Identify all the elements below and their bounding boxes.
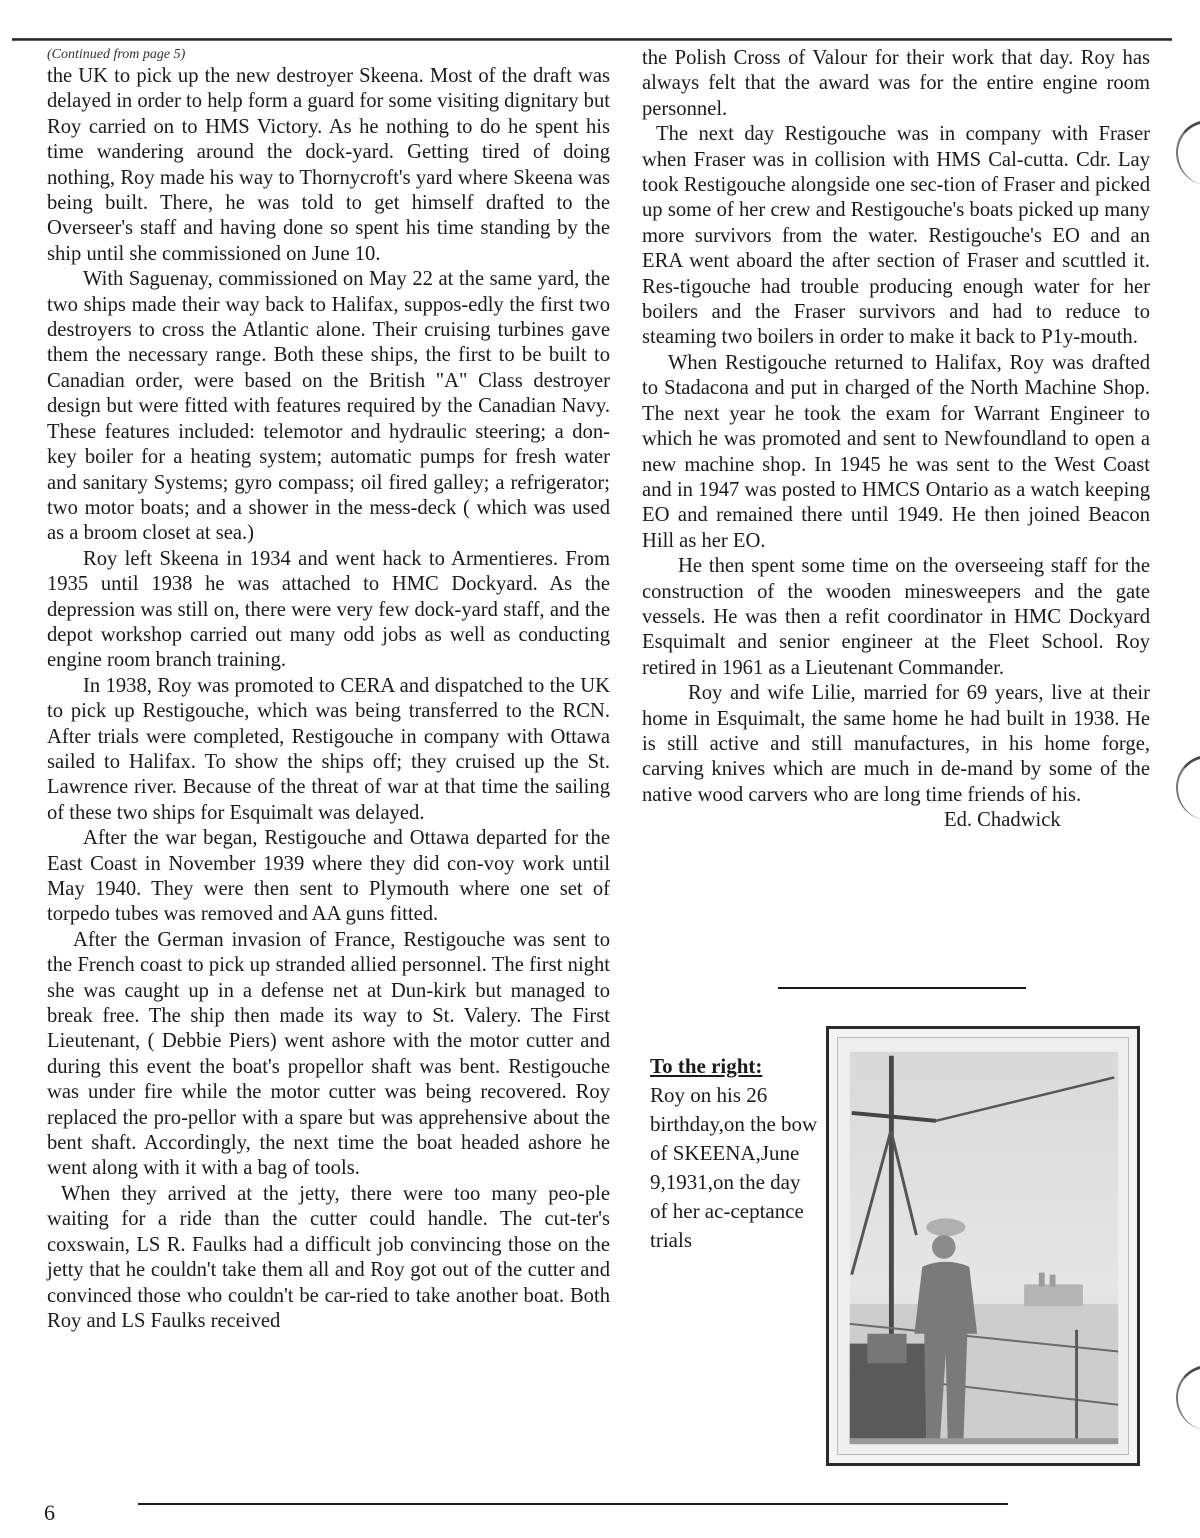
paragraph: the UK to pick up the new destroyer Skeena. Most of the draft was delayed in order to help form a guard for some visiting dignitary but Roy carried on to HMS Victory. As he nothing to do he spent his time wandering around the dock-yard. Getting tired of doing nothing, Roy made his way to Thornycroft's yard where Skeena was being built. There, he was told to get himself drafted to the Overseer's staff and having done so spent his time standing by the ship until she commissioned on June 10. (47, 65, 610, 265)
caption-body: Roy on his 26 birthday,on the bow of SKEENA,June 9,1931,on the day of her ac-ceptance trials (650, 1083, 818, 1252)
left-column (47, 46, 610, 1334)
paragraph: When they arrived at the jetty, there were too many peo-ple waiting for a ride than the cutter could handle. The cut-ter's coxswain, LS R. Faulks had a difficult job convincing those on the jetty that he couldn't take them all and Roy got out of the cutter and convinced those who couldn't be car-ried to take another boat. Both Roy and LS Faulks received (47, 1182, 610, 1332)
binder-hole-mark (1176, 1365, 1200, 1430)
photo-illustration-icon (838, 1038, 1128, 1454)
binder-hole-mark (1176, 120, 1200, 185)
photo-frame (826, 1026, 1140, 1466)
author-byline: Ed. Chadwick (944, 809, 1061, 832)
photo-caption (650, 1052, 820, 1255)
bottom-rule (138, 1503, 1008, 1505)
paragraph: Roy and wife Lilie, married for 69 years, live at their home in Esquimalt, the same home he had built in 1938. He is still active and still manufactures, in his home forge, carving knives which are much in de-mand by some of the native wood carvers who are long time friends of his. (642, 682, 1150, 806)
paragraph: In 1938, Roy was promoted to CERA and dispatched to the UK to pick up Restigouche, which was being transferred to the RCN. After trials were completed, Restigouche in company with Ottawa sailed to Halifax. To show the ships off; they cruised up the St. Lawrence river. Because of the threat of war at that time the sailing of these two ships for Esquimalt was delayed. (47, 674, 610, 824)
paragraph: the Polish Cross of Valour for their work that day. Roy has always felt that the award was for the entire engine room personnel. (642, 47, 1150, 120)
paragraph: After the war began, Restigouche and Ottawa departed for the East Coast in November 1939 where they did con-voy work until May 1940. They were then sent to Plymouth where one set of torpedo tubes was removed and AA guns fitted. (47, 827, 610, 926)
section-divider (778, 987, 1026, 989)
top-rule (12, 38, 1172, 41)
right-column (642, 46, 1150, 834)
paragraph: He then spent some time on the overseeing staff for the construction of the wooden minesweepers and the gate vessels. He was then a refit coordinator in HMC Dockyard Esquimalt and senior engineer at the Fleet School. Roy retired in 1961 as a Lieutenant Commander. (642, 555, 1150, 679)
paragraph: The next day Restigouche was in company with Fraser when Fraser was in collision with HMS Cal-cutta. Cdr. Lay took Restigouche alongside one sec-tion of Fraser and picked up some of her crew and Restigouche's boats picked up many more survivors from the water. Restigouche's EO and an ERA went aboard the after section of Fraser and scuttled it. Res-tigouche had trouble producing enough water for her boilers and the Fraser survivors and had to reduce to steaming two boilers in order to make it back to P1y-mouth. (642, 123, 1150, 349)
page-number: 6 (44, 1500, 55, 1525)
paragraph: When Restigouche returned to Halifax, Roy was drafted to Stadacona and put in charged of the North Machine Shop. The next year he took the exam for Warrant Engineer to which he was promoted and sent to Newfoundland to open a new machine shop. In 1945 he was sent to the West Coast and in 1947 was posted to HMCS Ontario as a watch keeping EO and remained there until 1949. He then joined Beacon Hill as her EO. (642, 351, 1150, 552)
paragraph: With Saguenay, commissioned on May 22 at the same yard, the two ships made their way back to Halifax, suppos-edly the first two destroyers to cross the Atlantic alone. Their cruising turbines gave them the necessary range. Both these ships, the first to be built to Canadian order, were based on the British "A" Class destroyer design but were fitted with features required by the Canadian Navy. These features included: telemotor and hydraulic steering; a don-key boiler for a heating system; automatic pumps for fresh water and sanitary Systems; gyro compass; oil fired galley; a refrigerator; two motor boats; and a shower in the mess-deck ( which was used as a broom closet at sea.) (47, 268, 610, 545)
binder-hole-mark (1176, 755, 1200, 820)
ship-bow-photo (837, 1037, 1129, 1455)
continued-note: (Continued from page 5) (47, 47, 186, 62)
paragraph: Roy left Skeena in 1934 and went hack to Armentieres. From 1935 until 1938 he was attached to HMC Dockyard. As the depression was still on, there were very few dock-yard staff, and the depot workshop carried out many odd jobs as well as conducting engine room branch training. (47, 547, 610, 672)
caption-title: To the right: (650, 1054, 763, 1078)
paragraph: After the German invasion of France, Restigouche was sent to the French coast to pick up stranded allied personnel. The first night she was caught up in a defense net at Dun-kirk but managed to break free. The ship then made its way to St. Valery. The First Lieutenant, ( Debbie Piers) went ashore with the motor cutter and during this event the boat's propellor shaft was bent. Restigouche was under fire while the motor cutter was being recovered. Roy replaced the pro-pellor with a spare but was apprehensive about the bent shaft. Accordingly, the next time the boat headed ashore he went along with it with a bag of tools. (47, 928, 610, 1180)
